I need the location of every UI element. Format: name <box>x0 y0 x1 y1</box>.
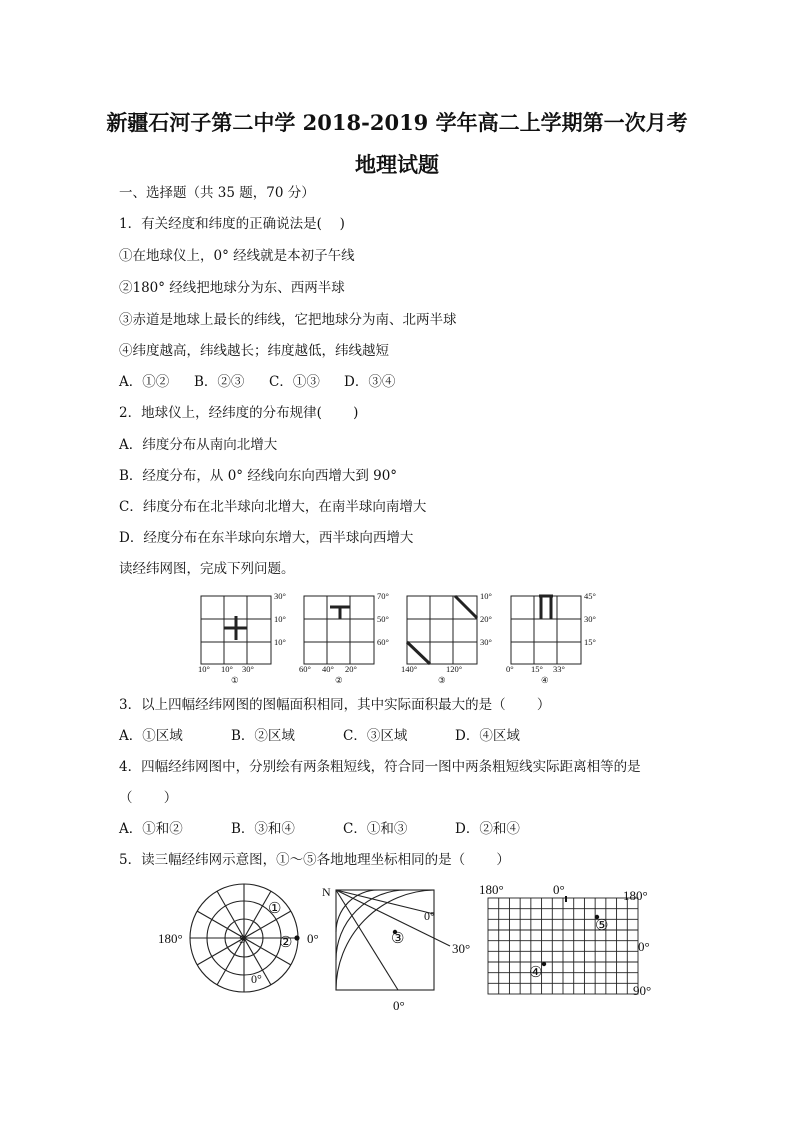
sector-bottom-label: 0° <box>393 998 405 1013</box>
point-2-dot <box>294 935 299 940</box>
q4-option-d[interactable]: D．②和④ <box>455 821 520 837</box>
q2-option-a[interactable]: A．纬度分布从南向北增大 <box>119 437 278 453</box>
g1-right-label-1: 30° <box>274 591 286 601</box>
g3-bottom-label-2: 120° <box>446 664 463 674</box>
rect-topleft-label: 180° <box>479 882 504 897</box>
polar-left-label: 180° <box>158 931 183 946</box>
grid-1 <box>201 596 271 664</box>
graticule-figure-1 <box>0 588 794 688</box>
q4-option-c[interactable]: C．①和③ <box>343 821 408 837</box>
g2-right-label-1: 70° <box>377 591 389 601</box>
q2-option-b[interactable]: B．经度分布，从 0° 经线向东向西增大到 90° <box>119 468 398 484</box>
g1-bottom-label-2: 10° <box>221 664 233 674</box>
section-heading: 一、选择题（共 35 题，70 分） <box>119 185 315 201</box>
g2-right-label-3: 60° <box>377 637 389 647</box>
polar-center-label: S <box>239 932 246 946</box>
rect-right-label: 0° <box>638 939 650 954</box>
q1-statement-3: ③赤道是地球上最长的纬线，它把地球分为南、北两半球 <box>119 312 457 328</box>
g2-caption: ② <box>335 675 343 685</box>
q1-statement-1: ①在地球仪上，0° 经线就是本初子午线 <box>119 248 355 264</box>
q1-option-c[interactable]: C．①③ <box>269 374 320 390</box>
q3-option-a[interactable]: A．①区域 <box>119 728 183 744</box>
grid-2 <box>304 596 374 664</box>
q5-stem: 5．读三幅经纬网示意图，①～⑤各地地理坐标相同的是（ ） <box>119 852 510 868</box>
exam-title: 新疆石河子第二中学 2018-2019 学年高二上学期第一次月考 <box>106 110 688 135</box>
polar-bottom-label: 0° <box>251 972 262 986</box>
q4-stem: 4．四幅经纬网图中，分别绘有两条粗短线，符合同一图中两条粗短线实际距离相等的是 <box>119 759 641 775</box>
rect-point-4: ④ <box>529 965 543 981</box>
q1-stem: 1．有关经度和纬度的正确说法是( ) <box>119 216 345 232</box>
q1-option-d[interactable]: D．③④ <box>344 374 396 390</box>
g4-bottom-label-3: 33° <box>553 664 565 674</box>
q1-option-a[interactable]: A．①② <box>119 374 170 390</box>
q3-options <box>119 730 520 744</box>
q2-stem: 2．地球仪上，经纬度的分布规律( ) <box>119 405 359 421</box>
read-instruction: 读经纬网图，完成下列问题。 <box>119 561 295 577</box>
g2-bottom-label-2: 40° <box>322 664 334 674</box>
rect-bottomright-label: 90° <box>633 983 652 998</box>
polar-point-2: ② <box>279 935 293 951</box>
q1-options <box>119 376 395 390</box>
q4-option-a[interactable]: A．①和② <box>119 821 183 837</box>
grid-4 <box>511 596 581 664</box>
g4-right-label-3: 15° <box>584 637 596 647</box>
rect-topmid-label: 0° <box>553 882 565 897</box>
g1-bottom-label-3: 30° <box>242 664 254 674</box>
g4-right-label-1: 45° <box>584 591 596 601</box>
g2-right-label-2: 50° <box>377 614 389 624</box>
q4-option-b[interactable]: B．③和④ <box>231 821 295 837</box>
polar-right-label: 0° <box>307 931 319 946</box>
g3-right-label-1: 10° <box>480 591 492 601</box>
q1-statement-2: ②180° 经线把地球分为东、西两半球 <box>119 280 345 296</box>
g1-bottom-label-1: 10° <box>198 664 210 674</box>
q3-stem: 3．以上四幅经纬网图的图幅面积相同，其中实际面积最大的是（ ） <box>119 697 551 713</box>
q3-option-b[interactable]: B．②区域 <box>231 728 295 744</box>
g4-bottom-label-1: 0° <box>506 664 514 674</box>
rect-topright-label: 180° <box>623 888 648 903</box>
q4-paren: （ ） <box>119 790 178 806</box>
q3-option-c[interactable]: C．③区域 <box>343 728 408 744</box>
grid-3 <box>407 596 477 664</box>
sector-right-label: 30° <box>452 941 471 956</box>
q3-option-d[interactable]: D．④区域 <box>455 728 520 744</box>
q2-option-d[interactable]: D．经度分布在东半球向东增大，西半球向西增大 <box>119 530 414 546</box>
g1-right-label-2: 10° <box>274 614 286 624</box>
rect-point-5: ⑤ <box>595 918 609 934</box>
exam-subtitle: 地理试题 <box>355 152 439 177</box>
q1-option-b[interactable]: B．②③ <box>194 374 245 390</box>
polar-point-1: ① <box>268 901 282 917</box>
g3-right-label-3: 30° <box>480 637 492 647</box>
g1-right-label-3: 10° <box>274 637 286 647</box>
q4-options <box>119 823 520 837</box>
g3-caption: ③ <box>438 675 446 685</box>
g4-right-label-2: 30° <box>584 614 596 624</box>
g2-bottom-label-1: 60° <box>299 664 311 674</box>
sector-point-3: ③ <box>391 931 405 947</box>
point-4-dot <box>542 962 546 966</box>
g3-bottom-label-1: 140° <box>401 664 418 674</box>
g3-right-label-2: 20° <box>480 614 492 624</box>
g1-caption: ① <box>231 675 239 685</box>
g2-bottom-label-3: 20° <box>345 664 357 674</box>
g4-bottom-label-2: 15° <box>531 664 543 674</box>
q1-statement-4: ④纬度越高，纬线越长；纬度越低，纬线越短 <box>119 343 389 359</box>
sector-north-label: N <box>322 885 331 899</box>
q2-option-c[interactable]: C．纬度分布在北半球向北增大，在南半球向南增大 <box>119 499 427 515</box>
g4-caption: ④ <box>541 675 549 685</box>
graticule-figure-2 <box>0 882 794 1012</box>
sector-top-label: 0° <box>424 909 435 923</box>
